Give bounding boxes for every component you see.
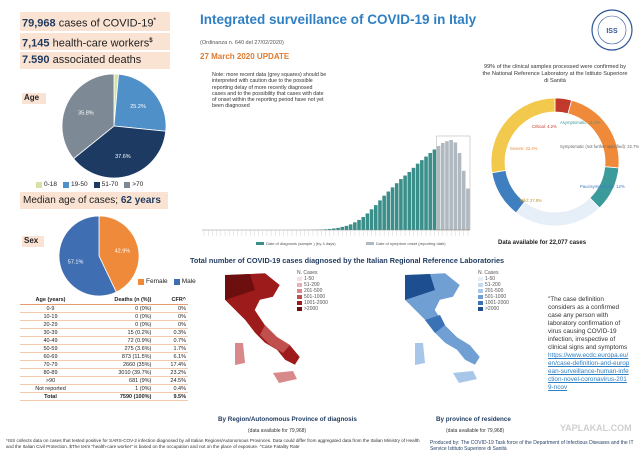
epi-bar bbox=[454, 142, 458, 230]
page-title: Integrated surveillance of COVID-19 in Italy bbox=[200, 12, 477, 27]
pie-slice-19-50 bbox=[114, 74, 166, 131]
map-legend-label: 51-200 bbox=[485, 282, 501, 288]
sex-pie-chart bbox=[54, 214, 144, 298]
table-row bbox=[20, 329, 188, 337]
table-cell: 1.7% bbox=[153, 345, 188, 353]
map-province-caption: By province of residence bbox=[436, 416, 511, 423]
iss-logo bbox=[590, 8, 634, 52]
epi-bar bbox=[407, 172, 411, 230]
ordinance: (Ordinanza n. 640 del 27/02/2020) bbox=[200, 40, 284, 46]
lab-text: 99% of the clinical samples processed were confirmed by the National Reference Laboratory at the Istituto Superiore di Sanità bbox=[482, 64, 628, 84]
legend-label: Male bbox=[181, 278, 196, 285]
table-cell: 681 (9%) bbox=[81, 377, 153, 385]
map-legend-swatch bbox=[297, 295, 302, 299]
epi-bar bbox=[357, 220, 361, 230]
map-legend-swatch bbox=[478, 277, 483, 281]
deaths-table bbox=[20, 296, 188, 401]
map-region-legend-title: N. Cases bbox=[297, 270, 318, 276]
legend-label: Female bbox=[146, 278, 168, 285]
map-legend-swatch bbox=[478, 307, 483, 311]
update-date: 27 March 2020 UPDATE bbox=[200, 52, 290, 61]
stat-cases bbox=[20, 12, 170, 31]
stat-hcw-sup: $ bbox=[149, 38, 153, 44]
stat-hcw-value: 7,145 bbox=[22, 37, 50, 50]
map-legend-label: 1-50 bbox=[304, 276, 315, 282]
table-cell: 0% bbox=[153, 313, 188, 321]
table-cell: 24.5% bbox=[153, 377, 188, 385]
table-header: CFR^ bbox=[153, 296, 188, 305]
clinical-label: Symptomatic (not further specified): 22.7% bbox=[560, 144, 640, 149]
epi-bar bbox=[370, 209, 374, 230]
epi-bar bbox=[374, 205, 378, 230]
table-cell: 70-79 bbox=[20, 361, 81, 369]
clinical-label: Asymptomatic: 11.3% bbox=[560, 120, 601, 125]
epi-bar bbox=[353, 222, 357, 230]
table-cell: 0 (0%) bbox=[81, 321, 153, 329]
legend-item bbox=[94, 181, 119, 188]
epi-bar bbox=[378, 200, 382, 230]
map-legend-label: >2000 bbox=[485, 306, 500, 312]
table-cell: 0.3% bbox=[153, 329, 188, 337]
table-cell: 20-29 bbox=[20, 321, 81, 329]
epi-bar bbox=[424, 157, 428, 230]
legend-swatch bbox=[138, 279, 144, 285]
legend-swatch bbox=[174, 279, 180, 285]
stat-cases-value: 79,968 bbox=[22, 17, 56, 30]
table-row bbox=[20, 313, 188, 321]
epi-legend-label: Date of symptom onset (reporting date) bbox=[376, 241, 446, 246]
epi-bar bbox=[462, 171, 466, 230]
table-row bbox=[20, 337, 188, 345]
table-row bbox=[20, 385, 188, 393]
map-legend-label: 1-50 bbox=[485, 276, 496, 282]
map-legend-swatch bbox=[478, 295, 483, 299]
epi-bar bbox=[349, 224, 353, 230]
table-cell: 0% bbox=[153, 321, 188, 329]
table-cell: 10-19 bbox=[20, 313, 81, 321]
stat-cases-text: cases of COVID-19 bbox=[58, 17, 154, 30]
map-legend-label: 501-1000 bbox=[485, 294, 507, 300]
svg-text:ISS: ISS bbox=[606, 28, 618, 35]
map-legend-swatch bbox=[478, 283, 483, 287]
map-legend-item bbox=[478, 306, 528, 312]
table-cell: Total bbox=[20, 393, 81, 401]
table-row bbox=[20, 305, 188, 313]
median-age-box bbox=[20, 192, 168, 209]
map-region-legend bbox=[297, 270, 347, 312]
table-cell: 50-59 bbox=[20, 345, 81, 353]
legend-swatch bbox=[94, 182, 100, 188]
epi-curve-chart bbox=[196, 70, 472, 256]
epi-bar bbox=[416, 164, 420, 230]
sex-title: Sex bbox=[22, 236, 44, 247]
age-title: Age bbox=[22, 93, 46, 104]
epi-bar bbox=[399, 179, 403, 230]
pie-data-label: 25.2% bbox=[130, 104, 146, 111]
epi-bar bbox=[340, 227, 344, 230]
table-row bbox=[20, 393, 188, 401]
stat-deaths-text: associated deaths bbox=[52, 54, 142, 66]
map-legend-label: >2000 bbox=[304, 306, 319, 312]
epi-bar bbox=[391, 187, 395, 230]
table-cell: 15 (0.2%) bbox=[81, 329, 153, 337]
pie-slice-severe bbox=[568, 100, 619, 168]
epi-bar bbox=[466, 189, 470, 230]
sex-legend bbox=[138, 277, 198, 286]
map-legend-swatch bbox=[297, 277, 302, 281]
table-row bbox=[20, 345, 188, 353]
table-header: Age (years) bbox=[20, 296, 81, 305]
epi-bar bbox=[441, 143, 445, 230]
epi-bar bbox=[395, 183, 399, 230]
table-cell: 72 (0.9%) bbox=[81, 337, 153, 345]
epi-bar bbox=[437, 146, 441, 230]
map-region bbox=[205, 265, 310, 395]
case-definition-text: "The case definition considers as a confirmed case any person with laboratory confirmation of virus causing COVID-19 infection, irrespective of clinical signs and symptoms bbox=[548, 296, 628, 351]
table-cell: 3010 (39.7%) bbox=[81, 369, 153, 377]
legend-item bbox=[174, 278, 196, 285]
clinical-caption: Data available for 22,077 cases bbox=[498, 240, 587, 246]
table-cell: 17.4% bbox=[153, 361, 188, 369]
table-cell: Not reported bbox=[20, 385, 81, 393]
case-definition-link[interactable]: https://www.ecdc.europa.eu/en/case-definition-and-european-surveillance-human-infection-novel-coronavirus-2019-ncov bbox=[548, 352, 630, 391]
table-cell: 0.4% bbox=[153, 385, 188, 393]
map-legend-swatch bbox=[297, 301, 302, 305]
clinical-label: Severe: 22.4% bbox=[510, 146, 538, 151]
footnote: *ISS collects data on cases that tested positive for SARS-COV-2 infection diagnosed by all Italian Regions/Autonomous Provinces. Data could differ from aggregated data from the Italian Ministry of Health and the Italian Civil Protection. $The term "health-care worker" is based on the occupation and not on the place of exposure. ^Case Fatality Rate bbox=[6, 438, 420, 449]
legend-label: >70 bbox=[132, 181, 144, 188]
epi-bar bbox=[382, 196, 386, 230]
map-legend-label: 501-1000 bbox=[304, 294, 326, 300]
epi-bar bbox=[420, 160, 424, 230]
produced-by: Produced by: The COVID-19 Task force of the Department of Infectious Diseases and the IT Service Istituto Superiore di Sanità bbox=[430, 440, 634, 452]
median-age-text: Median age of cases; bbox=[23, 195, 119, 206]
map-region-sub: (data available for 79,968) bbox=[248, 428, 307, 434]
stat-hcw bbox=[20, 33, 170, 50]
table-cell: 0-9 bbox=[20, 305, 81, 313]
map-legend-label: 51-200 bbox=[304, 282, 320, 288]
legend-item bbox=[138, 278, 168, 285]
stat-deaths bbox=[20, 52, 170, 69]
pie-data-label: 57.1% bbox=[67, 259, 84, 266]
map-province-legend bbox=[478, 270, 528, 312]
table-cell: 60-69 bbox=[20, 353, 81, 361]
epi-note: Note: more recent data (grey squares) should be interpreted with caution due to the possible reporting delay of more recently diagnosed cases and to the possibility that cases with date of onset within the reporting period have not yet been diagnosed bbox=[212, 72, 327, 110]
map-region-caption: By Region/Autonomous Province of diagnosis bbox=[218, 416, 357, 423]
table-row bbox=[20, 353, 188, 361]
stat-cases-sup: * bbox=[153, 18, 156, 24]
table-cell: 7590 (100%) bbox=[81, 393, 153, 401]
table-cell: 9.5% bbox=[153, 393, 188, 401]
age-pie-chart bbox=[54, 70, 174, 182]
pie-data-label: 37.6% bbox=[115, 153, 131, 160]
epi-bar bbox=[403, 176, 407, 230]
map-province-legend-title: N. Cases bbox=[478, 270, 499, 276]
table-cell: 23.2% bbox=[153, 369, 188, 377]
epi-bar bbox=[449, 140, 453, 230]
median-age-value: 62 years bbox=[120, 195, 161, 206]
legend-swatch bbox=[63, 182, 69, 188]
table-cell: 6.1% bbox=[153, 353, 188, 361]
epi-bar bbox=[387, 192, 391, 230]
stat-hcw-text: health-care workers bbox=[52, 37, 150, 50]
epi-legend-swatch bbox=[366, 242, 374, 245]
epi-legend-swatch bbox=[256, 242, 264, 245]
table-row bbox=[20, 361, 188, 369]
table-cell: 80-89 bbox=[20, 369, 81, 377]
clinical-label: Critical: 4.2% bbox=[532, 124, 557, 129]
table-cell: 0.7% bbox=[153, 337, 188, 345]
legend-item bbox=[63, 181, 88, 188]
table-row bbox=[20, 321, 188, 329]
clinical-donut-chart bbox=[480, 92, 640, 234]
epi-bar bbox=[458, 153, 462, 230]
table-header: Deaths (n (%)) bbox=[81, 296, 153, 305]
table-row bbox=[20, 377, 188, 385]
case-definition bbox=[548, 296, 630, 392]
epi-bar bbox=[361, 217, 365, 230]
legend-item bbox=[36, 181, 57, 188]
pie-data-label: 42.9% bbox=[114, 248, 131, 255]
clinical-label: Mild: 27.8% bbox=[520, 198, 542, 203]
map-legend-item bbox=[297, 306, 347, 312]
table-cell: 30-39 bbox=[20, 329, 81, 337]
table-cell: 0% bbox=[153, 305, 188, 313]
legend-label: 51-70 bbox=[101, 181, 119, 188]
legend-swatch bbox=[124, 182, 130, 188]
table-cell: 1 (0%) bbox=[81, 385, 153, 393]
epi-bar bbox=[433, 149, 437, 230]
pie-slice-paucisymptomatic bbox=[492, 170, 525, 213]
epi-bar bbox=[428, 153, 432, 230]
table-cell: 2660 (35%) bbox=[81, 361, 153, 369]
epi-bar bbox=[345, 226, 349, 230]
stat-deaths-value: 7.590 bbox=[22, 54, 50, 66]
epi-bar bbox=[412, 168, 416, 230]
table-cell: 0 (0%) bbox=[81, 313, 153, 321]
table-cell: 0 (0%) bbox=[81, 305, 153, 313]
maps-title: Total number of COVID-19 cases diagnosed by the Italian Regional Reference Laboratories bbox=[190, 256, 505, 265]
legend-label: 0-18 bbox=[44, 181, 58, 188]
table-cell: 40-49 bbox=[20, 337, 81, 345]
map-legend-swatch bbox=[297, 307, 302, 311]
pie-data-label: 35.8% bbox=[78, 110, 94, 117]
map-province bbox=[385, 265, 490, 395]
epi-bar bbox=[445, 141, 449, 230]
map-legend-label: 201-500 bbox=[304, 288, 323, 294]
age-legend bbox=[36, 180, 186, 189]
map-legend-label: 1001-2000 bbox=[485, 300, 509, 306]
table-cell: >90 bbox=[20, 377, 81, 385]
pie-slice-mild bbox=[491, 98, 555, 173]
epi-bar bbox=[366, 213, 370, 230]
map-legend-label: 201-500 bbox=[485, 288, 504, 294]
map-legend-swatch bbox=[297, 289, 302, 293]
map-legend-swatch bbox=[478, 289, 483, 293]
table-row bbox=[20, 369, 188, 377]
map-legend-swatch bbox=[297, 283, 302, 287]
legend-label: 19-50 bbox=[71, 181, 88, 188]
table-cell: 873 (11.5%) bbox=[81, 353, 153, 361]
map-legend-label: 1001-2000 bbox=[304, 300, 328, 306]
watermark: YAPLAKAL.COM bbox=[560, 423, 632, 433]
clinical-label: Paucisymptomatic: 12% bbox=[580, 184, 625, 189]
table-cell: 275 (3.6%) bbox=[81, 345, 153, 353]
legend-swatch bbox=[36, 182, 42, 188]
legend-item bbox=[124, 181, 143, 188]
epi-legend-label: Date of diagnosis (sample ) (by 4 days) bbox=[266, 241, 336, 246]
map-province-sub: (data available for 79,968) bbox=[446, 428, 505, 434]
map-legend-swatch bbox=[478, 301, 483, 305]
epi-bar bbox=[336, 228, 340, 230]
